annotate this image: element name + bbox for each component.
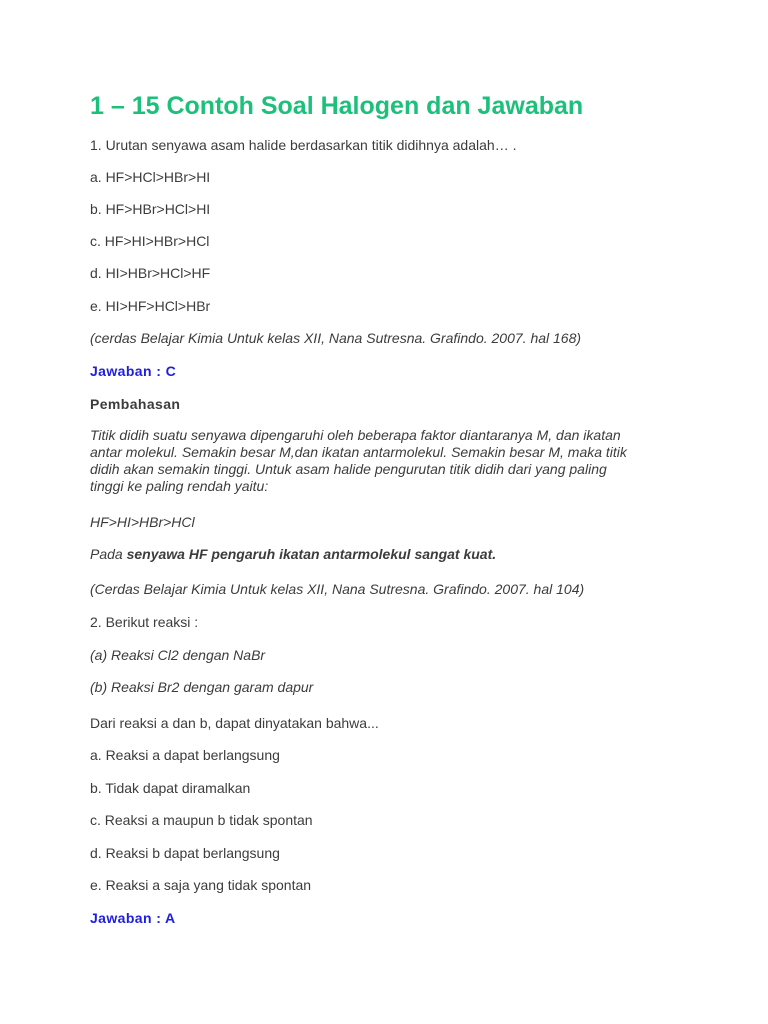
q1-source: (cerdas Belajar Kimia Untuk kelas XII, Nana Sutresna. Grafindo. 2007. hal 168): [90, 330, 582, 346]
question-2: 2. Berikut reaksi :: [90, 614, 199, 630]
q2-option-e: e. Reaksi a saja yang tidak spontan: [90, 877, 312, 893]
q1-option-b: b. HF>HBr>HCl>HI: [90, 201, 211, 217]
q1-note-bold: senyawa HF pengaruh ikatan antarmolekul sangat kuat.: [126, 546, 497, 562]
page-title: 1 – 15 Contoh Soal Halogen dan Jawaban: [90, 92, 584, 120]
q1-note-prefix: Pada: [90, 546, 127, 562]
q2-option-d: d. Reaksi b dapat berlangsung: [90, 845, 280, 861]
q2-reaction-a: (a) Reaksi Cl2 dengan NaBr: [90, 647, 266, 663]
q1-source-2: (Cerdas Belajar Kimia Untuk kelas XII, Nana Sutresna. Grafindo. 2007. hal 104): [90, 581, 585, 597]
q1-note: [90, 545, 496, 563]
discussion-line: Titik didih suatu senyawa dipengaruhi oleh beberapa faktor diantaranya M, dan ikatan: [90, 427, 621, 443]
q2-reaction-b: (b) Reaksi Br2 dengan garam dapur: [90, 679, 314, 695]
q1-answer: Jawaban : C: [90, 363, 177, 379]
discussion-line: tinggi ke paling rendah yaitu:: [90, 478, 269, 494]
q1-option-d: d. HI>HBr>HCl>HF: [90, 265, 211, 281]
q2-option-c: c. Reaksi a maupun b tidak spontan: [90, 812, 313, 828]
q1-option-c: c. HF>HI>HBr>HCl: [90, 233, 210, 249]
q1-discussion-paragraph: [90, 427, 690, 495]
q1-order: HF>HI>HBr>HCl: [90, 514, 195, 530]
q1-option-e: e. HI>HF>HCl>HBr: [90, 298, 211, 314]
q1-option-a: a. HF>HCl>HBr>HI: [90, 169, 211, 185]
discussion-line: didih akan semakin tinggi. Untuk asam halide pengurutan titik didih dari yang paling: [90, 461, 607, 477]
discussion-line: antar molekul. Semakin besar M,dan ikatan antarmolekul. Semakin besar M, maka titik: [90, 444, 627, 460]
question-1: 1. Urutan senyawa asam halide berdasarkan titik didihnya adalah… .: [90, 137, 517, 153]
q2-option-a: a. Reaksi a dapat berlangsung: [90, 747, 280, 763]
q2-answer: Jawaban : A: [90, 910, 176, 926]
q1-discussion-heading: Pembahasan: [90, 396, 181, 412]
q2-option-b: b. Tidak dapat diramalkan: [90, 780, 251, 796]
q2-prompt: Dari reaksi a dan b, dapat dinyatakan bahwa...: [90, 715, 379, 731]
